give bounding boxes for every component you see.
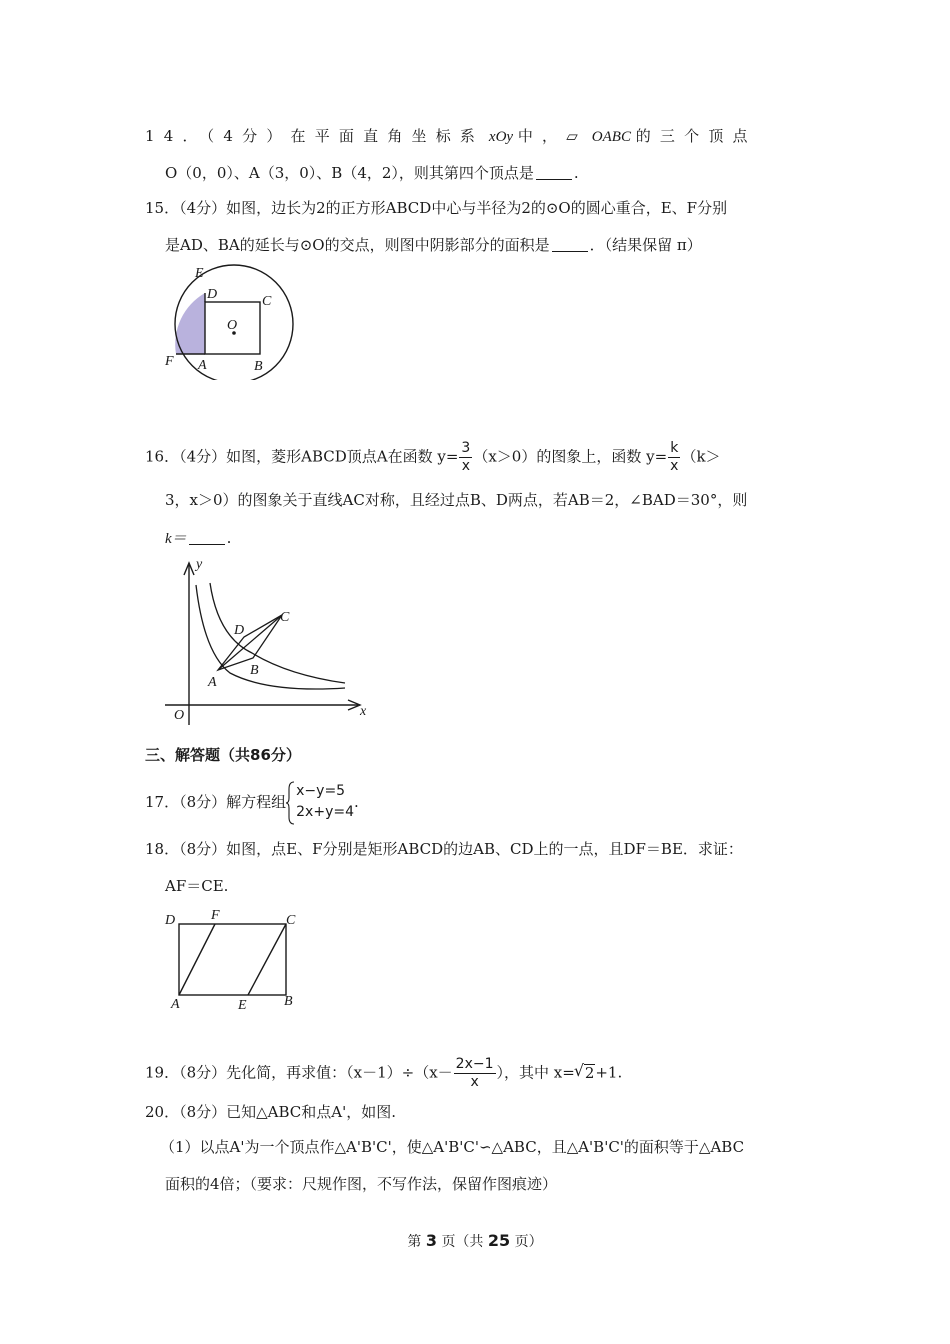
- q14-line2: O（0，0）、A（3，0）、B（4，2），则其第四个顶点是 .: [165, 164, 579, 182]
- curve-k-over-x: [210, 583, 345, 683]
- label-o: O: [227, 318, 238, 333]
- answer-blank: [552, 237, 588, 252]
- rectangle-abcd: [179, 924, 286, 995]
- label-d: D: [234, 623, 245, 638]
- label-d: D: [165, 913, 176, 928]
- label-a: A: [171, 997, 180, 1012]
- section-heading: 三、解答题（共86分）: [145, 746, 301, 764]
- answer-blank: [189, 530, 225, 545]
- curve-3-over-x: [196, 585, 345, 689]
- label-f: F: [211, 908, 220, 923]
- label-e: E: [238, 998, 247, 1013]
- q18-figure: [160, 903, 310, 1013]
- q20-line3: 面积的4倍；（要求：尺规作图，不写作法，保留作图痕迹）: [165, 1175, 558, 1193]
- label-y: y: [196, 557, 203, 572]
- segment-ce: [248, 924, 286, 995]
- q20-line1: 20．（8分）已知△ABC和点A'，如图.: [145, 1103, 397, 1121]
- q16-line2: 3，x＞0）的图象关于直线AC对称，且经过点B、D两点，若AB＝2，∠BAD＝30°，则: [165, 491, 748, 509]
- label-x: x: [360, 704, 367, 719]
- label-f: F: [165, 354, 174, 369]
- fraction-k-over-x: $\frac{k}{x}$: [670, 440, 679, 474]
- q15-figure: [160, 262, 305, 380]
- page-footer: 第 3 页（共 25 页）: [407, 1231, 543, 1250]
- label-d: D: [207, 287, 218, 302]
- q16-figure: [160, 555, 380, 730]
- q18-line2: AF＝CE.: [165, 877, 229, 895]
- q15-line1: 15．（4分）如图，边长为2的正方形ABCD中心与半径为2的⊙O的圆心重合，E、F分别: [145, 199, 728, 217]
- fraction-3-over-x: $\frac{3}{x}$: [461, 440, 471, 474]
- q18-line1: 18．（8分）如图，点E、F分别是矩形ABCD的边AB、CD上的一点，且DF＝BE．求证：: [145, 840, 743, 858]
- label-c: C: [286, 913, 296, 928]
- sqrt-2: √ 2: [584, 1064, 596, 1081]
- q16-line1: 16．（4分）如图，菱形ABCD顶点A在函数 y= $\frac{3}{x}$ （x＞0）的图象上，函数 y= $\frac{k}{x}$ （k＞: [145, 440, 721, 474]
- label-b: B: [250, 663, 259, 678]
- diagonal-ac: [218, 615, 282, 670]
- label-a: A: [198, 358, 207, 373]
- label-c: C: [280, 610, 290, 625]
- answer-blank: [536, 165, 572, 180]
- segment-af: [179, 924, 215, 995]
- q16-line3: k＝ .: [165, 529, 232, 547]
- label-a: A: [208, 675, 217, 690]
- label-b: B: [284, 994, 293, 1009]
- q15-line2: 是AD、BA的延长与⊙O的交点，则图中阴影部分的面积是 ．（结果保留 π）: [165, 236, 702, 254]
- q19-line: 19．（8分）先化简，再求值：（x－1）÷（x－ $\frac{2x-1}{x}$ ），其中 x=√ 2+1.: [145, 1056, 622, 1091]
- fraction-2x-1-over-x: $\frac{2x-1}{x}$: [455, 1056, 494, 1090]
- equation-system: x−y=5 2x+y=4: [286, 781, 354, 823]
- label-o: O: [174, 708, 185, 723]
- label-c: C: [262, 294, 272, 309]
- label-e: E: [195, 266, 204, 281]
- label-b: B: [254, 359, 263, 374]
- brace-icon: [286, 781, 295, 825]
- q20-line2: （1）以点A'为一个顶点作△A'B'C'，使△A'B'C'∽△ABC，且△A'B'C'的面积等于△ABC: [160, 1138, 745, 1156]
- q14-line1: 14．（4分）在平面直角坐标系 xOy 中，▱ OABC 的三个顶点: [145, 127, 757, 145]
- q17-line: 17．（8分）解方程组 x−y=5 2x+y=4 .: [145, 781, 359, 827]
